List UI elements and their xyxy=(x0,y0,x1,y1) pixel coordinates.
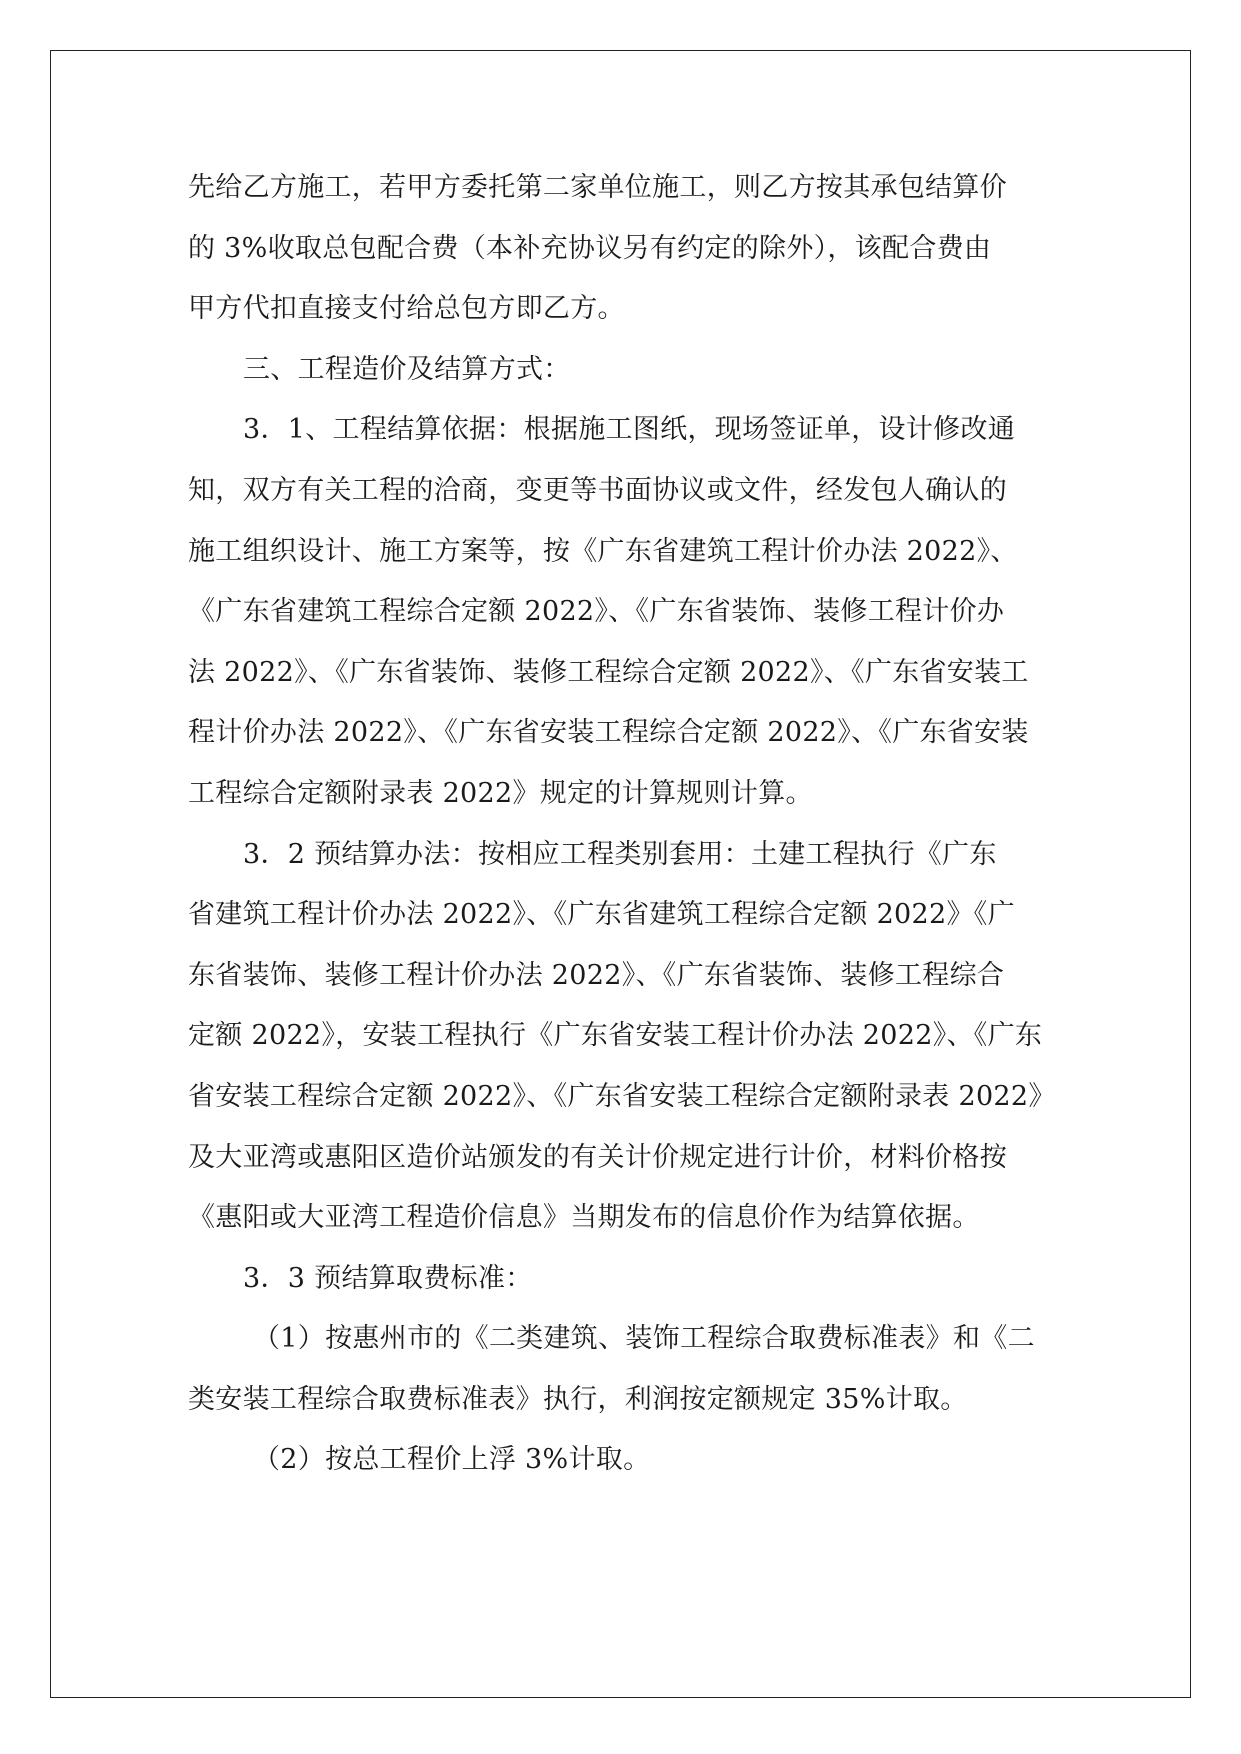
section-heading: 3．3 预结算取费标准： xyxy=(243,1262,533,1294)
text-line: 工程综合定额附录表 2022》规定的计算规则计算。 xyxy=(188,777,813,809)
text-line: 先给乙方施工，若甲方委托第二家单位施工，则乙方按其承包结算价 xyxy=(188,172,1007,203)
list-item: （1）按惠州市的《二类建筑、装饰工程综合取费标准表》和《二 xyxy=(253,1323,1035,1355)
text-line: 定额 2022》，安装工程执行《广东省安装工程计价办法 2022》、《广东 xyxy=(188,1020,1043,1052)
text-line: 知，双方有关工程的洽商，变更等书面协议或文件，经发包人确认的 xyxy=(188,474,1007,506)
text-line: 省安装工程综合定额 2022》、《广东省安装工程综合定额附录表 2022》 xyxy=(188,1080,1056,1112)
text-line: 《惠阳或大亚湾工程造价信息》当期发布的信息价作为结算依据。 xyxy=(188,1202,980,1234)
text-line: 及大亚湾或惠阳区造价站颁发的有关计价规定进行计价，材料价格按 xyxy=(188,1141,1007,1173)
document-body xyxy=(188,158,1068,1491)
text-line: 省建筑工程计价办法 2022》、《广东省建筑工程综合定额 2022》《广 xyxy=(188,899,1015,931)
text-line: 施工组织设计、施工方案等，按《广东省建筑工程计价办法 2022》、 xyxy=(188,535,1018,567)
text-line: 甲方代扣直接支付给总包方即乙方。 xyxy=(188,293,625,325)
text-line: 的 3%收取总包配合费（本补充协议另有约定的除外），该配合费由 xyxy=(188,232,992,264)
text-line: 类安装工程综合取费标准表》执行，利润按定额规定 35%计取。 xyxy=(188,1383,968,1415)
text-line: 3．2 预结算办法：按相应工程类别套用：土建工程执行《广东 xyxy=(243,838,997,870)
text-line: 3．1、工程结算依据：根据施工图纸，现场签证单，设计修改通 xyxy=(243,414,1016,446)
section-heading: 三、工程造价及结算方式： xyxy=(243,353,571,385)
text-line: 法 2022》、《广东省装饰、装修工程综合定额 2022》、《广东省安装工 xyxy=(188,656,1029,688)
text-line: 程计价办法 2022》、《广东省安装工程综合定额 2022》、《广东省安装 xyxy=(188,717,1029,749)
text-line: 《广东省建筑工程综合定额 2022》、《广东省装饰、装修工程计价办 xyxy=(188,596,1005,628)
list-item: （2）按总工程价上浮 3%计取。 xyxy=(253,1444,651,1476)
text-line: 东省装饰、装修工程计价办法 2022》、《广东省装饰、装修工程综合 xyxy=(188,959,1005,991)
